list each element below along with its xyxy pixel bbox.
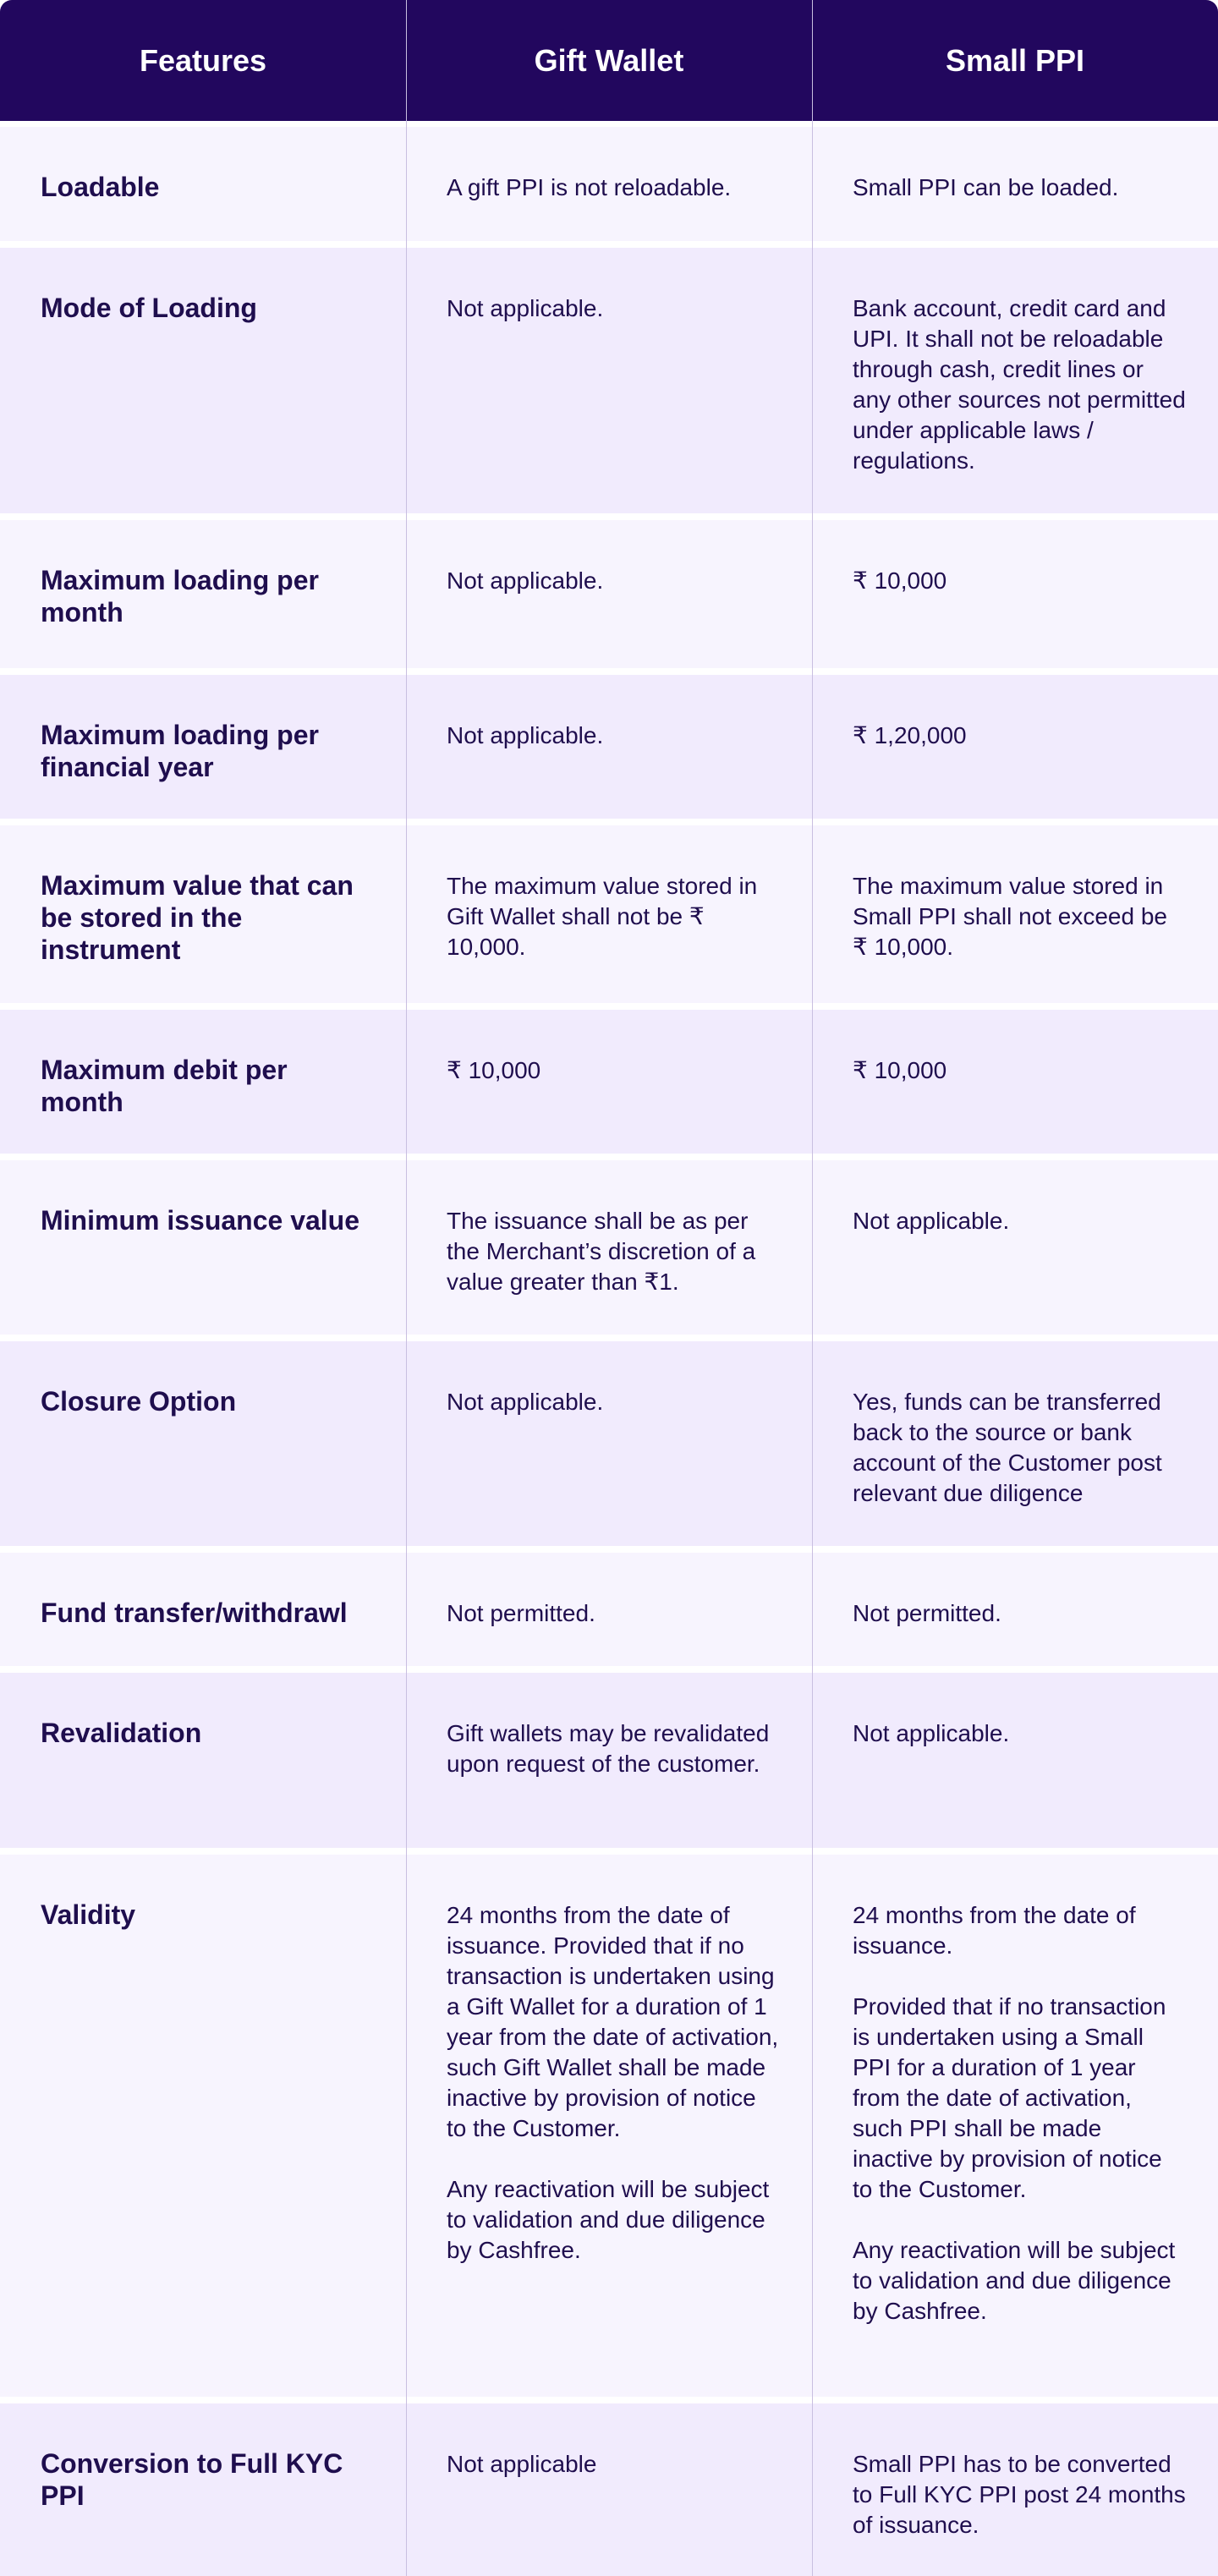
table-row xyxy=(0,127,1218,241)
small-ppi-value: ₹ 10,000 xyxy=(853,567,947,594)
small-ppi-value: Bank account, credit card and UPI. It shall not be reloadable through cash, credit lines or any other sources not permitted under applicable laws / regulations. xyxy=(853,295,1186,474)
small-ppi-value: Not applicable. xyxy=(853,1208,1010,1234)
table-row xyxy=(0,2403,1218,2576)
gift-wallet-value: 24 months from the date of issuance. Provided that if no transaction is undertaken using a Gift Wallet for a duration of 1 year from the date of activation, such Gift Wallet shall be made inactive by provision of notice to the Customer. Any reactivation will be subject to validation and due diligence by Cashfree. xyxy=(447,1902,779,2263)
small-ppi-value: Small PPI has to be converted to Full KYC PPI post 24 months of issuance. xyxy=(853,2451,1186,2538)
table-row xyxy=(0,675,1218,819)
small-ppi-value: Not applicable. xyxy=(853,1720,1010,1746)
gift-wallet-value: The maximum value stored in Gift Wallet shall not be ₹ 10,000. xyxy=(447,873,758,960)
table-row xyxy=(0,825,1218,1003)
header-gift-wallet: Gift Wallet xyxy=(534,42,684,78)
small-ppi-value: Small PPI can be loaded. xyxy=(853,174,1119,200)
table-row xyxy=(0,1855,1218,2397)
small-ppi-value: Yes, funds can be transferred back to the source or bank account of the Customer post relevant due diligence xyxy=(853,1389,1162,1506)
gift-wallet-value: The issuance shall be as per the Merchant’s discretion of a value greater than ₹1. xyxy=(447,1208,756,1295)
table-row xyxy=(0,1341,1218,1546)
table-row xyxy=(0,248,1218,513)
feature-label: Maximum loading per financial year xyxy=(41,720,319,782)
header-features: Features xyxy=(139,42,267,78)
feature-label: Mode of Loading xyxy=(41,293,257,323)
table-row xyxy=(0,1553,1218,1666)
gift-wallet-value: Not applicable. xyxy=(447,1389,604,1415)
small-ppi-value: The maximum value stored in Small PPI shall not exceed be ₹ 10,000. xyxy=(853,873,1167,960)
gift-wallet-value: Gift wallets may be revalidated upon request of the customer. xyxy=(447,1720,770,1777)
small-ppi-value: ₹ 10,000 xyxy=(853,1057,947,1083)
small-ppi-value: 24 months from the date of issuance. Provided that if no transaction is undertaken using a Small PPI for a duration of 1 year from the date of activation, such PPI shall be made inactive by provision of notice to the Customer. Any reactivation will be subject to validation and due diligence by Cashfree. xyxy=(853,1902,1176,2324)
feature-label: Closure Option xyxy=(41,1386,237,1417)
feature-label: Maximum loading per month xyxy=(41,565,319,628)
feature-label: Revalidation xyxy=(41,1718,202,1748)
table-row xyxy=(0,520,1218,668)
feature-label: Maximum value that can be stored in the instrument xyxy=(41,870,354,965)
header-small-ppi: Small PPI xyxy=(945,42,1085,78)
table-row xyxy=(0,1160,1218,1335)
table-row xyxy=(0,1673,1218,1848)
feature-label: Fund transfer/withdrawl xyxy=(41,1598,348,1628)
gift-wallet-value: Not applicable. xyxy=(447,295,604,321)
column-divider xyxy=(406,0,407,2576)
feature-label: Loadable xyxy=(41,172,160,202)
table-header xyxy=(0,0,1218,121)
table-row xyxy=(0,1010,1218,1154)
feature-label: Validity xyxy=(41,1899,136,1930)
gift-wallet-value: Not applicable xyxy=(447,2451,597,2477)
gift-wallet-value: A gift PPI is not reloadable. xyxy=(447,174,732,200)
column-divider xyxy=(812,0,813,2576)
small-ppi-value: Not permitted. xyxy=(853,1600,1001,1626)
gift-wallet-value: ₹ 10,000 xyxy=(447,1057,541,1083)
gift-wallet-value: Not applicable. xyxy=(447,567,604,594)
gift-wallet-value: Not applicable. xyxy=(447,722,604,748)
feature-label: Maximum debit per month xyxy=(41,1055,288,1117)
feature-label: Minimum issuance value xyxy=(41,1205,360,1236)
small-ppi-value: ₹ 1,20,000 xyxy=(853,722,967,748)
feature-label: Conversion to Full KYC PPI xyxy=(41,2448,343,2511)
gift-wallet-value: Not permitted. xyxy=(447,1600,595,1626)
